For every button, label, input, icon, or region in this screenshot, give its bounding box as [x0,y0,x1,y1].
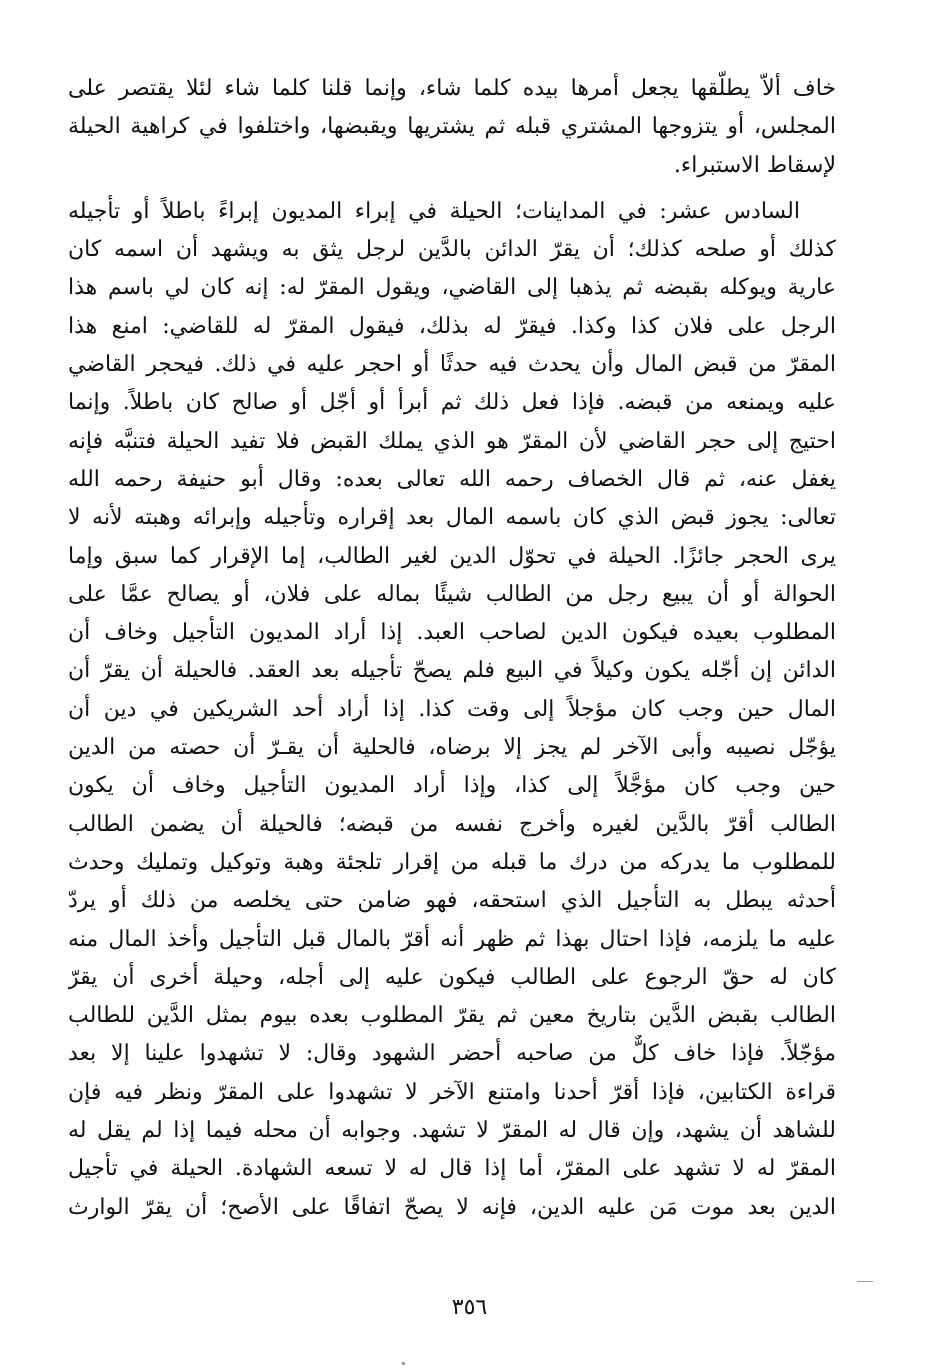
text-line: احتيج إلى حجر القاضي لأن المقرّ هو الذي يملك القبض فلا تفيد الحيلة فتنبَّه فإنه [68,428,836,454]
text-line: يرى الحجر جائزًا. الحيلة في تحوّل الدين لغير الطالب، إما الإقرار كما سبق وإما [68,543,836,569]
paragraph-1 [68,70,836,185]
text-line: لإسقاط الاستبراء. [673,152,836,178]
text-line: حين وجب كان مؤجَّلاً إلى كذا، وإذا أراد المديون التأجيل وخاف أن يكون [68,773,836,799]
scan-dot-mark [402,1362,405,1365]
text-line: السادس عشر: في المداينات؛ الحيلة في إبراء المديون إبراءً باطلاً أو تأجيله [68,198,800,224]
text-line: عارية ويوكله بقبضه ثم يذهبا إلى القاضي، ويقول المقرّ له: إنه كان لي باسم هذا [68,275,836,301]
text-line: عليه ما يلزمه، فإذا احتال بهذا ثم ظهر أنه أقرّ بالمال قبل التأجيل وأخذ المال منه [68,926,836,952]
text-line: قراءة الكتابين، فإذا أقرّ أحدنا وامتنع الآخر لا تشهدوا على المقرّ ونظر فيه فإن [68,1079,836,1105]
text-line: كذلك أو صلحه كذلك؛ أن يقرّ الدائن بالدَّين لرجل يثق به ويشهد أن اسمه كان [68,237,836,263]
text-line: خاف ألاّ يطلّقها يجعل أمرها بيده كلما شاء، وإنما قلنا كلما شاء لئلا يقتصر على [68,76,836,101]
scan-edge-mark [857,1281,873,1282]
text-line: الطالب أقرّ بالدَّين لغيره وأخرج نفسه من قبضه؛ فالحيلة أن يضمن الطالب [68,811,836,837]
text-line: الدائن إن أجّله يكون وكيلاً في البيع فلم يصحّ تأجيله بعد العقد. فالحيلة أن يقرّ أن [68,658,836,684]
text-line: يؤجّل نصيبه وأبى الآخر لم يجز إلا برضاه، فالحلية أن يقـرّ أن حصته من الدين [68,735,836,761]
text-line: الرجل على فلان كذا وكذا. فيقرّ له بذلك، فيقول المقرّ له للقاضي: امنع هذا [68,313,836,339]
text-line: للشاهد أن يشهد، وإن قال له المقرّ لا تشهد. وجوابه أن محله فيما إذا لم يقل له [68,1118,836,1144]
text-line: الحوالة أو أن يبيع رجل من الطالب شيئًا بماله على فلان، أو يصالح عمَّا على [68,581,836,607]
text-line: تعالى: يجوز قبض الذي كان باسمه المال بعد إقراره وتأجيله وإبرائه وهبته لأنه لا [68,505,836,531]
document-page [68,70,836,1270]
text-line: المطلوب بعيده فيكون الدين لصاحب العبد. إذا أراد المديون التأجيل وخاف أن [68,620,836,646]
text-line: الطالب بقبض الدَّين بتاريخ معين ثم يقرّ المطلوب بعده بيوم بمثل الدَّين للطالب [68,1003,836,1029]
text-line: المقرّ من قبض المال وأن يحدث فيه حدثًا أو احجر عليه في ذلك. فيحجر القاضي [68,352,836,378]
text-line: المقرّ له لا تشهد على المقرّ، أما إذا قال له لا تسعه الشهادة. الحيلة في تأجيل [68,1156,836,1182]
text-line: أحدثه يبطل به التأجيل الذي استحقه، فهو ضامن حتى يخلصه من ذلك أو يردّ [68,888,836,914]
text-line: المجلس، أو يتزوجها المشتري قبله ثم يشتريها ويقبضها، واختلفوا في كراهية الحيلة [68,114,836,140]
page-number: ٣٥٦ [451,1295,488,1320]
paragraph-2 [68,193,836,1227]
text-line: المال حين وجب كان مؤجلاً إلى وقت كذا. إذا أراد أحد الشريكين في دين أن [68,696,836,722]
text-line: الدين بعد موت مَن عليه الدين، فإنه لا يصحّ اتفاقًا على الأصح؛ أن يقرّ الوارث [68,1194,836,1220]
text-line: مؤجّلاً. فإذا خاف كلٌّ من صاحبه أحضر الشهود وقال: لا تشهدوا علينا إلا بعد [68,1041,836,1067]
text-line: كان له حقّ الرجوع على الطالب فيكون عليه إلى أجله، وحيلة أخرى أن يقرّ [68,964,836,990]
text-line: يغفل عنه، ثم قال الخصاف رحمه الله تعالى بعده: وقال أبو حنيفة رحمه الله [68,466,836,492]
text-line: عليه ويمنعه من قبضه. فإذا فعل ذلك ثم أبرأ أو أجّل أو صالح كان باطلاً. وإنما [68,390,836,416]
text-line: للمطلوب ما يدركه من درك ما قبله من إقرار تلجئة وهبة وتوكيل وتمليك وحدث [68,849,836,875]
